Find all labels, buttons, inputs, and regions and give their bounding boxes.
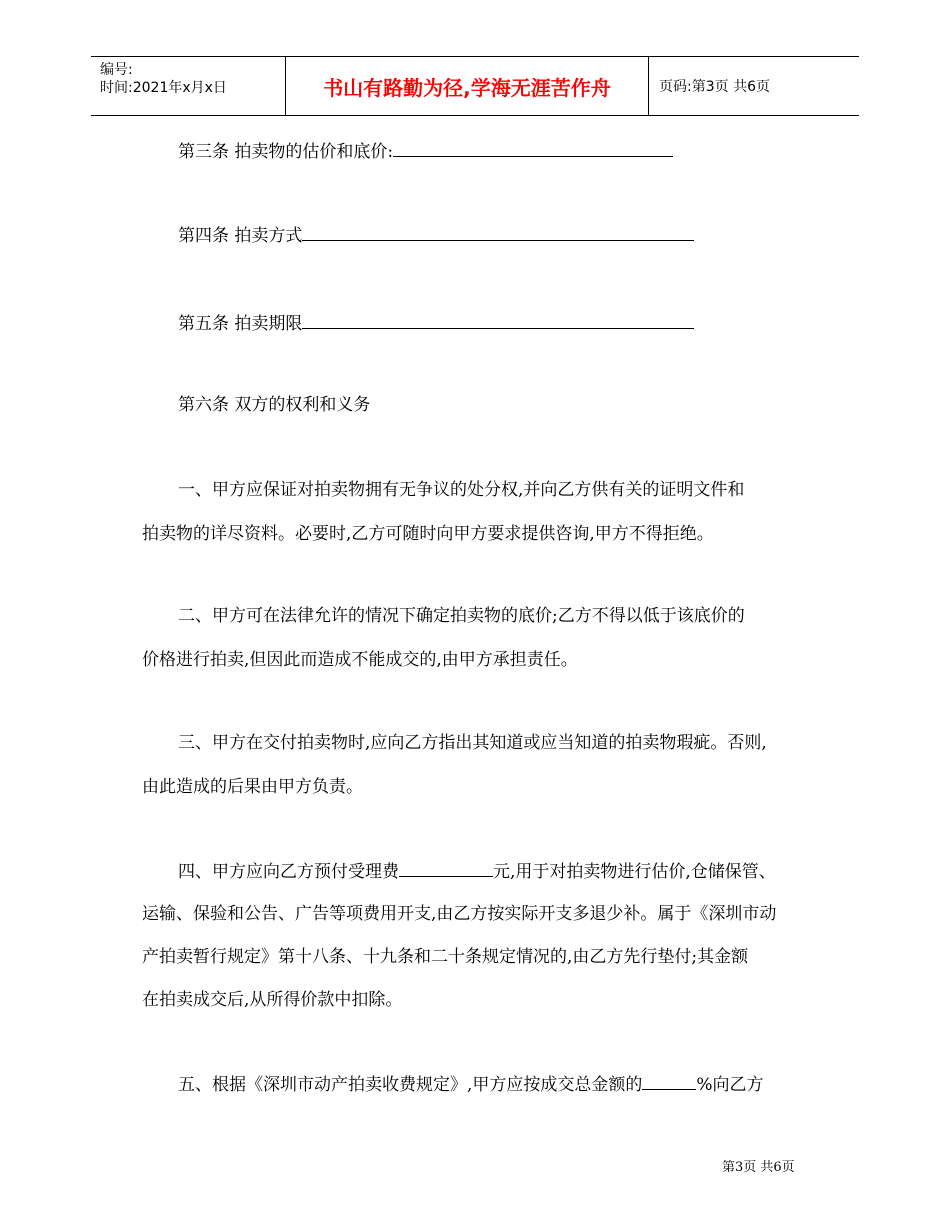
auction-method-blank[interactable] bbox=[302, 222, 694, 241]
paragraph-1-line-2: 拍卖物的详尽资料。必要时,乙方可随时向甲方要求提供咨询,甲方不得拒绝。 bbox=[142, 524, 714, 544]
paragraph-2-line-1: 二、甲方可在法律允许的情况下确定拍卖物的底价;乙方不得以低于该底价的 bbox=[178, 606, 745, 626]
page-header bbox=[91, 56, 859, 116]
paragraph-2-line-2: 价格进行拍卖,但因此而造成不能成交的,由甲方承担责任。 bbox=[142, 650, 578, 670]
acceptance-fee-blank[interactable] bbox=[399, 858, 493, 877]
paragraph-4-line-2: 运输、保验和公告、广告等项费用开支,由乙方按实际开支多退少补。属于《深圳市动 bbox=[142, 904, 777, 924]
header-meta bbox=[91, 57, 286, 115]
article-5 bbox=[178, 310, 694, 336]
paragraph-4-line-4: 在拍卖成交后,从所得价款中扣除。 bbox=[142, 990, 403, 1010]
paragraph-5-line-1-start: 五、根据《深圳市动产拍卖收费规定》,甲方应按成交总金额的 bbox=[178, 1075, 643, 1095]
article-4-text: 第四条 拍卖方式 bbox=[178, 226, 303, 246]
paragraph-3-line-2: 由此造成的后果由甲方负责。 bbox=[142, 777, 363, 797]
paragraph-1-line-1: 一、甲方应保证对拍卖物拥有无争议的处分权,并向乙方供有关的证明文件和 bbox=[178, 480, 745, 500]
paragraph-4-line-1-end: 元,用于对拍卖物进行估价,仓储保管、 bbox=[493, 862, 776, 882]
article-3 bbox=[178, 138, 673, 164]
article-6: 第六条 双方的权利和义务 bbox=[178, 395, 371, 415]
paragraph-4-line-1-start: 四、甲方应向乙方预付受理费 bbox=[178, 862, 399, 882]
page-footer: 第3页 共6页 bbox=[722, 1160, 795, 1175]
paragraph-5-line-1-end: %向乙方 bbox=[696, 1075, 764, 1095]
auction-period-blank[interactable] bbox=[302, 310, 694, 329]
paragraph-5-line-1 bbox=[178, 1071, 764, 1097]
paragraph-4-line-3: 产拍卖暂行规定》第十八条、十九条和二十条规定情况的,由乙方先行垫付;其金额 bbox=[142, 947, 749, 967]
commission-rate-blank[interactable] bbox=[642, 1071, 696, 1090]
article-4 bbox=[178, 222, 694, 248]
estimate-price-blank[interactable] bbox=[393, 138, 673, 157]
article-5-text: 第五条 拍卖期限 bbox=[178, 314, 303, 334]
document-time-label: 时间:2021年x月x日 bbox=[100, 80, 227, 96]
document-number-label: 编号: bbox=[100, 62, 133, 78]
paragraph-4-line-1 bbox=[178, 858, 776, 884]
header-motto: 书山有路勤为径,学海无涯苦作舟 bbox=[286, 57, 649, 115]
article-3-text: 第三条 拍卖物的估价和底价: bbox=[178, 142, 394, 162]
paragraph-3-line-1: 三、甲方在交付拍卖物时,应向乙方指出其知道或应当知道的拍卖物瑕疵。否则, bbox=[178, 733, 767, 753]
header-page-info: 页码:第3页 共6页 bbox=[659, 79, 770, 95]
